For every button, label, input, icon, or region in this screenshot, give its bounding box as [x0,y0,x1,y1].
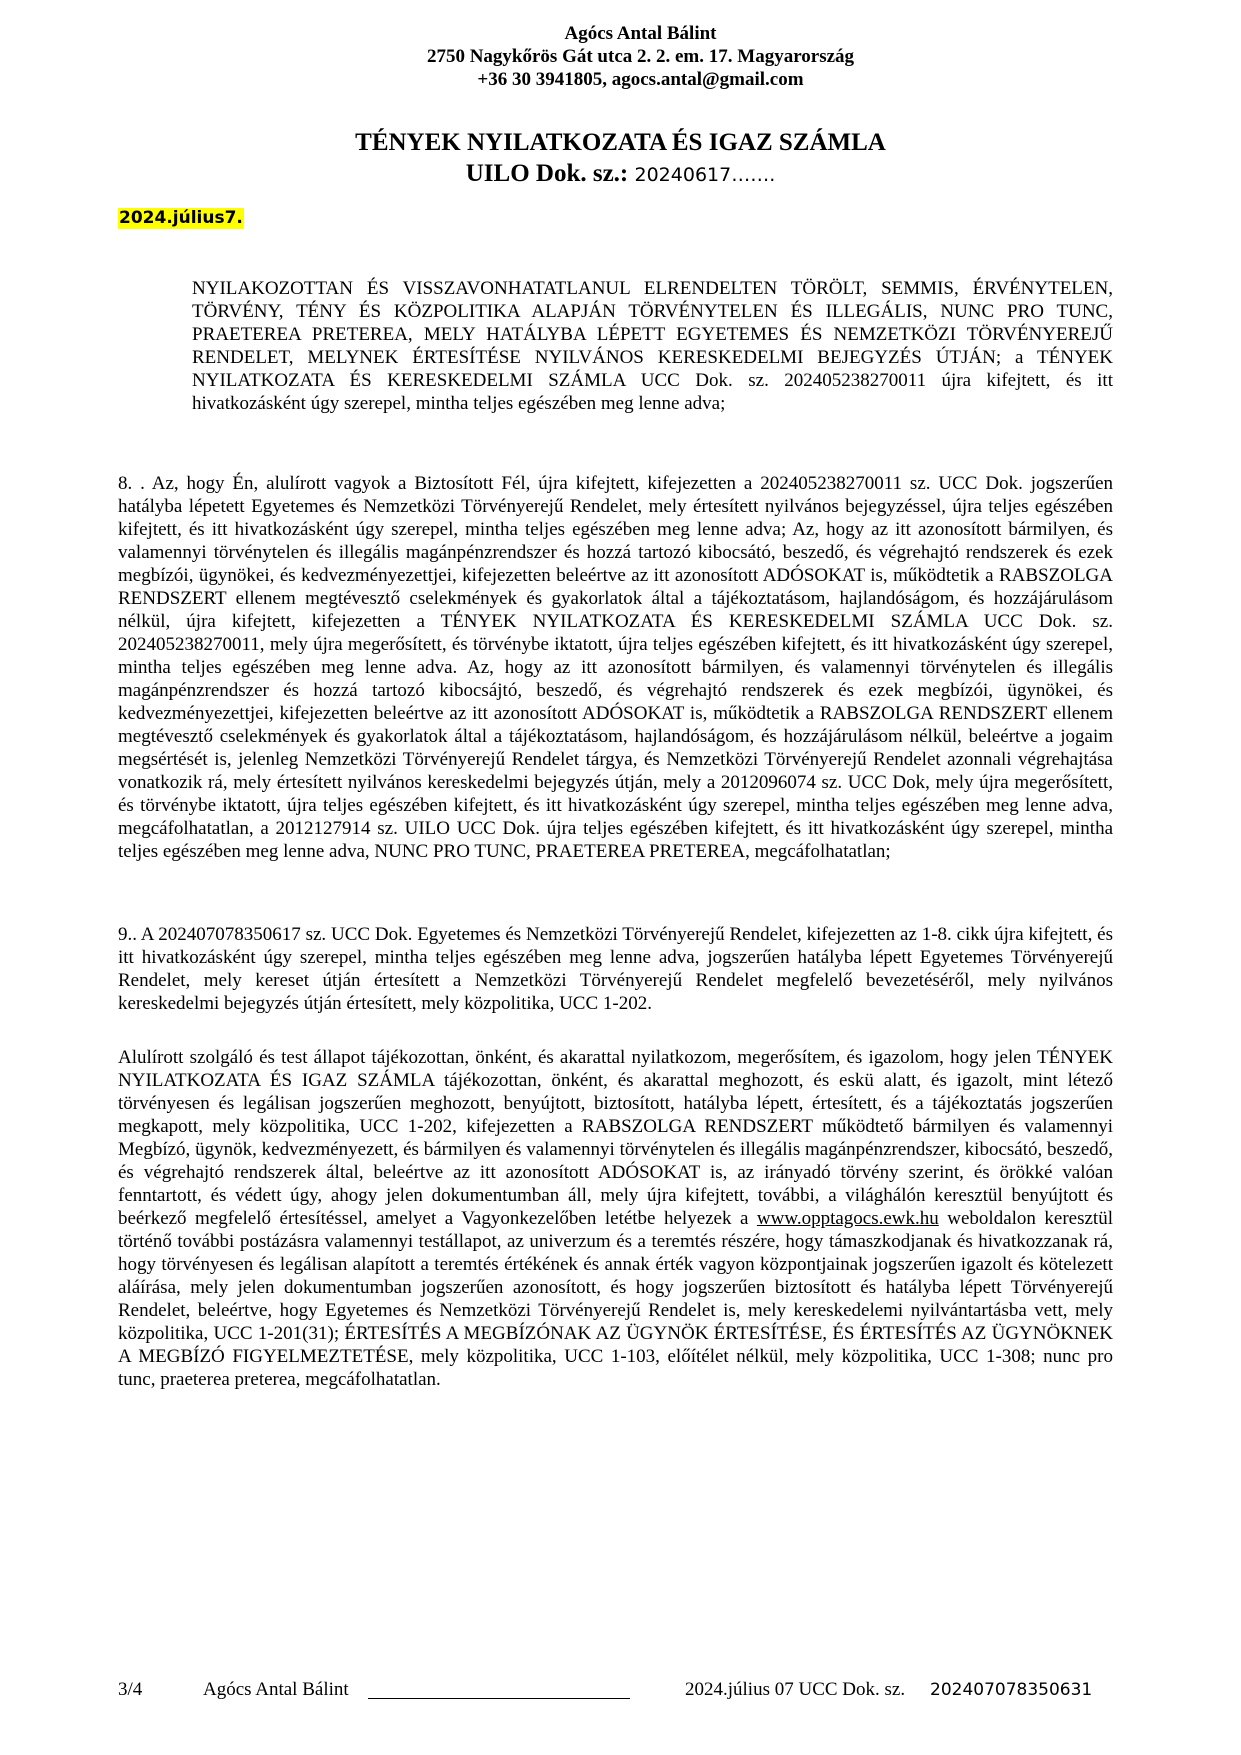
sender-contact: +36 30 3941805, agocs.antal@gmail.com [477,69,804,90]
intro-paragraph: NYILAKOZOTTAN ÉS VISSZAVONHATATLANUL ELRENDELTEN TÖRÖLT, SEMMIS, ÉRVÉNYTELEN, TÖRVÉNY, TÉNY ÉS KÖZPOLITIKA ALAPJÁN TÖRVÉNYTELEN ÉS ILLEGÁLIS, NUNC PRO TUNC, PRAETEREA PRETEREA, MELY HATÁLYBA LÉPETT EGYETEMES ÉS NEMZETKÖZI TÖRVÉNYEREJŰ RENDELET, MELYNEK ÉRTESÍTÉSE NYILVÁNOS KERESKEDELMI BEJEGYZÉS ÚTJÁN; a TÉNYEK NYILATKOZATA ÉS KERESKEDELMI SZÁMLA UCC Dok. sz. 202405238270011 újra kifejtett, és itt hivatkozásként úgy szerepel, mintha teljes egészében meg lenne adva; [192,278,1113,414]
paragraph-9: 9.. A 202407078350617 sz. UCC Dok. Egyetemes és Nemzetközi Törvényerejű Rendelet, kifejezetten az 1-8. cikk újra kifejtett, és itt hivatkozásként úgy szerepel, mintha teljes egészében meg lenne adva, jogszerűen hatályba lépett Egyetemes Törvényerejű Rendelet, mely kereset útján értesített a Nemzetközi Törvényerejű Rendelet megfelelő bevezetéséről, mely nyilvános kereskedelmi bejegyzés útján értesített, mely közpolitika, UCC 1-202. [118,924,1113,1014]
footer-name: Agócs Antal Bálint [203,1679,349,1700]
signature-line [368,1678,630,1699]
page-number: 3/4 [118,1679,143,1700]
footer-doc-number: 202407078350631 [930,1680,1093,1700]
paragraph-8: 8. . Az, hogy Én, alulírott vagyok a Biztosított Fél, újra kifejtett, kifejezetten a 202405238270011 sz. UCC Dok. jogszerűen hatályba lépetett Egyetemes és Nemzetközi Törvényerejű Rendelet, mely értesített nyilvános bejegyzéssel, újra teljes egészében kifejtett, és itt hivatkozásként úgy szerepel, mintha teljes egészében meg lenne adva; Az, hogy az itt azonosított bármilyen, és valamennyi törvénytelen és illegális magánpénzrendszer és hozzá tartozó kibocsátó, beszedő, és végrehajtó rendszerek és ezek megbízói, ügynökei, és kedvezményezettjei, kifejezetten beleértve az itt azonosított ADÓSOKAT is, működtetik a RABSZOLGA RENDSZERT ellenem megtévesztő cselekmények és gyakorlatok által a tájékoztatásom, hajlandóságom, és hozzájárulásom nélkül, újra kifejtett, kifejezetten a TÉNYEK NYILATKOZATA ÉS KERESKEDELMI SZÁMLA UCC Dok. sz. 202405238270011, mely újra megerősített, és törvénybe iktatott, újra teljes egészében kifejtett, és itt hivatkozásként úgy szerepel, mintha teljes egészében meg lenne adva. Az, hogy az itt azonosított bármilyen, és valamennyi törvénytelen és illegális magánpénzrendszer és hozzá tartozó kibocsájtó, beszedő, és végrehajtó rendszerek és ezek megbízói, ügynökei, és kedvezményezettjei, kifejezetten beleértve az itt azonosított ADÓSOKAT is, működtetik a RABSZOLGA RENDSZERT ellenem megtévesztő cselekmények és gyakorlatok által a tájékoztatásom, hajlandóságom, és hozzájárulásom nélkül, beleértve a jogaim megsértését is, jelenleg Nemzetközi Törvényerejű Rendelet tárgya, és Nemzetközi Törvényerejű Rendelet azonnali végrehajtása vonatkozik rá, mely értesített nyilvános kereskedelmi bejegyzés útján, mely a 2012096074 sz. UCC Dok, mely újra megerősített, és törvénybe iktatott, újra teljes egészében kifejtett, és itt hivatkozásként úgy szerepel, mintha teljes egészében meg lenne adva, megcáfolhatatlan, a 2012127914 sz. UILO UCC Dok. újra teljes egészében kifejtett, és itt hivatkozásként úgy szerepel, mintha teljes egészében meg lenne adva, NUNC PRO TUNC, PRAETEREA PRETEREA, megcáfolhatatlan; [118,473,1113,862]
sender-header [0,22,1241,91]
document-number-label: UILO Dok. sz.: [465,160,629,187]
sender-name: Agócs Antal Bálint [564,23,717,44]
declaration-paragraph [118,1046,1113,1391]
declaration-text-end: weboldalon keresztül történő további postázásra valamennyi testállapot, az univerzum és a teremtés részére, hogy támaszkodjanak és hivatkozzanak rá, hogy törvényesen és legálisan alapított a teremtés értékének és annak érték vagyon központjainak jogszerűen igazolt és kötelezett aláírása, mely jelen dokumentumban jogszerűen azonosított, és hogy jogszerűen biztosított és hatályba lépett Törvényerejű Rendelet, beleértve, hogy Egyetemes és Nemzetközi Törvényerejű Rendelet is, mely kereskedelemi nyilvántartásba vett, mely közpolitika, UCC 1-201(31); ÉRTESÍTÉS A MEGBÍZÓNAK AZ ÜGYNÖK ÉRTESÍTÉSE, ÉS ÉRTESÍTÉS AZ ÜGYNÖKNEK A MEGBÍZÓ FIGYELMEZTETÉSE, mely közpolitika, UCC 1-103, előítélet nélkül, mely közpolitika, UCC 1-308; nunc pro tunc, praeterea preterea, megcáfolhatatlan. [118,1208,1113,1390]
page-footer [0,1678,1241,1704]
document-number-line [0,158,1241,191]
website-link[interactable]: www.opptagocs.ewk.hu [756,1208,939,1229]
document-date: 2024.július7. [119,208,243,228]
document-title-block [0,127,1241,191]
document-number-value: 20240617……. [634,164,776,186]
footer-date: 2024.július 07 UCC Dok. sz. [685,1679,906,1700]
sender-address: 2750 Nagykőrös Gát utca 2. 2. em. 17. Magyarország [426,46,855,67]
document-title: TÉNYEK NYILATKOZATA ÉS IGAZ SZÁMLA [355,129,886,156]
declaration-text-start: Alulírott szolgáló és test állapot tájékozottan, önként, és akarattal nyilatkozom, megerősítem, és igazolom, hogy jelen TÉNYEK NYILATKOZATA ÉS IGAZ SZÁMLA tájékozottan, önként, és akarattal meghozott, és eskü alatt, és igazolt, mint létező törvényesen és legálisan jogszerűen meghozott, benyújtott, biztosított, hatályba lépett, értesített, és a tájékoztatás jogszerűen megkapott, mely közpolitika, UCC 1-202, kifejezetten a RABSZOLGA RENDSZERT működtető bármilyen és valamennyi Megbízó, ügynök, kedvezményezett, és bármilyen és valamennyi törvénytelen és illegális magánpénzrendszer, kibocsátó, beszedő, és végrehajtó rendszerek által, beleértve az itt azonosított ADÓSOKAT is, az irányadó törvény szerint, és örökké valóan fenntartott, és védett úgy, ahogy jelen dokumentumban áll, mely újra kifejtett, további, a világhálón keresztül benyújtott és beérkező megfelelő értesítéssel, amelyet a Vagyonkezelőben letétbe helyezek a [118,1047,1113,1229]
